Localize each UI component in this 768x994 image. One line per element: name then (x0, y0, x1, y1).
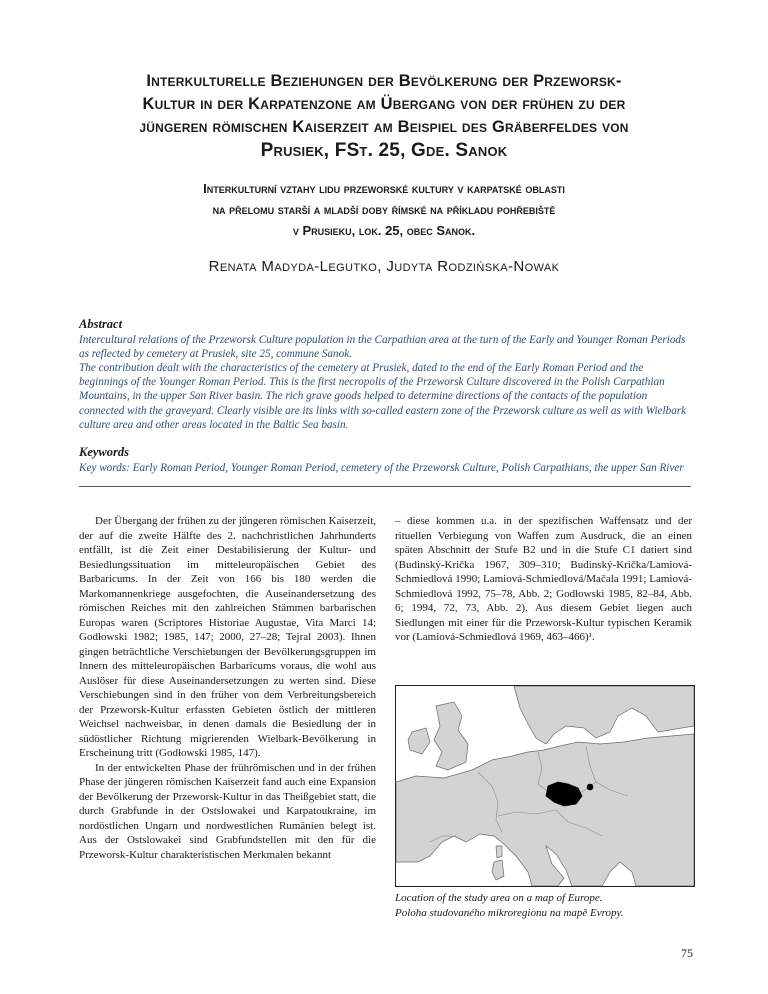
body-column-left (79, 514, 376, 862)
title-block (40, 70, 728, 275)
body-paragraph-3: – diese kommen u.a. in der spezifischen Waffensatz und der rituellen Verbiegung von Waffen zum Ausdruck, die an einen späten Abschnitt der Stufe B2 und in die Stufe C1 datiert sind (Budinský-Krička 1967, 309–310; Budinský-Krička/Lamiová-Schmiedlová 1990; Lamiová-Schmiedlová/Mačala 1991; Lamiová-Schmiedlová 1992, 75–78, Abb. 2; Godłowski 1985, 82–84, Abb. 6; 1994, 72, 73, Abb. 2). Aus diesem Gebiet liegen auch Siedlungen mit einer für die Przeworsk-Kultur typischen Keramik vor (Lamiová-Schmiedlová 1969, 463–466)¹. (395, 515, 692, 643)
figure-caption-english: Location of the study area on a map of Europe. (395, 892, 603, 904)
corsica-landmass (496, 846, 502, 858)
europe-map-svg (396, 686, 694, 886)
figure-caption (395, 891, 693, 920)
authors: Renata Madyda-Legutko, Judyta Rodzińska-Nowak (208, 258, 560, 275)
page-number: 75 (681, 946, 693, 960)
title-german-line-4: Prusiek, FSt. 25, Gde. Sanok (260, 140, 508, 161)
abstract-title-paragraph: Intercultural relations of the Przeworsk Culture population in the Carpathian area at the turn of the Early and Younger Roman Periods as reflected by cemetery at Prusiek, site 25, commune Sanok. (79, 334, 686, 361)
abstract-section (79, 317, 691, 475)
keywords-text: Key words: Early Roman Period, Younger Roman Period, cemetery of the Przeworsk Culture, Polish Carpathians, the upper San River (79, 461, 684, 474)
title-czech-line-3: v Prusieku, lok. 25, obec Sanok. (292, 223, 476, 238)
section-divider (79, 486, 691, 487)
keywords-section (79, 445, 691, 475)
europe-location-map (395, 685, 695, 887)
title-german-line-1: Interkulturelle Beziehungen der Bevölkerung der Przeworsk- (146, 72, 622, 90)
title-german (40, 70, 728, 162)
figure-caption-czech: Poloha studovaného mikroregionu na mapě Evropy. (395, 906, 624, 919)
body-paragraph-2: In der entwickelten Phase der frührömischen und in der frühen Phase der jüngeren römischen Kaiserzeit fand auch eine Expansion der Bevölkerung der Przeworsk-Kultur in das Theißgebiet statt, die durch Grabfunde in der Ostslowakei und Karpatoukraine, im nordöstlichen Ungarn und nordwestlichen Rumänien belegt ist. Aus der Ostslowakei sind Grabfundstellen mit den für die Przeworsk-Kultur charakteristischen Merkmalen bekannt (79, 761, 376, 861)
title-german-line-2: Kultur in der Karpatenzone am Übergang von der frühen zu der (142, 95, 626, 113)
abstract-body-paragraph: The contribution dealt with the characteristics of the cemetery at Prusiek, dated to the end of the Early Roman Period and the beginnings of the Younger Roman Period. This is the first necropolis of the Przeworsk Culture discovered in the Polish Carpathian Mountains, in the upper San River basin. The rich grave goods helped to determine directions of the contacts of the population connected with the graveyard. Clearly visible are its links with so-called eastern zone of the Przeworsk culture as well as with Wielbark culture area and other areas located in the Baltic Sea basin. (79, 362, 687, 431)
title-czech-line-1: Interkulturní vztahy lidu przeworské kultury v karpatské oblasti (203, 181, 565, 196)
prusiek-site-marker (587, 784, 594, 791)
abstract-heading: Abstract (79, 317, 123, 331)
body-paragraph-1: Der Übergang der frühen zu der jüngeren römischen Kaiserzeit, der auf die zweite Hälfte des 2. nachchristlichen Jahrhunderts entfällt, ist die Zeit einer Destabilisierung der Kultur- und Besiedlungssituation im mitteleuropäischen Gebiet des Barbaricums. In der Zeit von 166 bis 180 werden die Markomannenkriege ausgefochten, die Auseinandersetzung des römischen Reiches mit den zahlreichen Stämmen barbarischen Europas waren (Scriptores Historiae Augustae, Vita Marci 14; Godłowski 1982; 1985, 147; 2000, 27–28; Tejral 2003). Ihnen gingen beträchtliche Verschiebungen der Bevölkerungsgruppen im Innern des mitteleuropäischen Barbaricums voraus, die wohl aus Auslöser für diese Auseinandersetzungen zu werten sind. Diese Verschiebungen sind in den früher von dem Verbreitungsbereich der Przeworsk-Kultur erfassten Gebieten östlich der mittleren Weichsel nachweisbar, in denen damals die Besiedlung der in südöstlicher Richtung migrierenden Wielbark-Bevölkerung in Erscheinung tritt (Godłowski 1985, 147). (79, 515, 376, 759)
title-czech (40, 178, 728, 241)
title-german-line-3: jüngeren römischen Kaiserzeit am Beispiel des Gräberfeldes von (139, 118, 629, 136)
body-column-right (395, 514, 692, 645)
keywords-heading: Keywords (79, 444, 129, 459)
title-czech-line-2: na přelomu starší a mladší doby římské na příkladu pohřebiště (212, 202, 556, 217)
